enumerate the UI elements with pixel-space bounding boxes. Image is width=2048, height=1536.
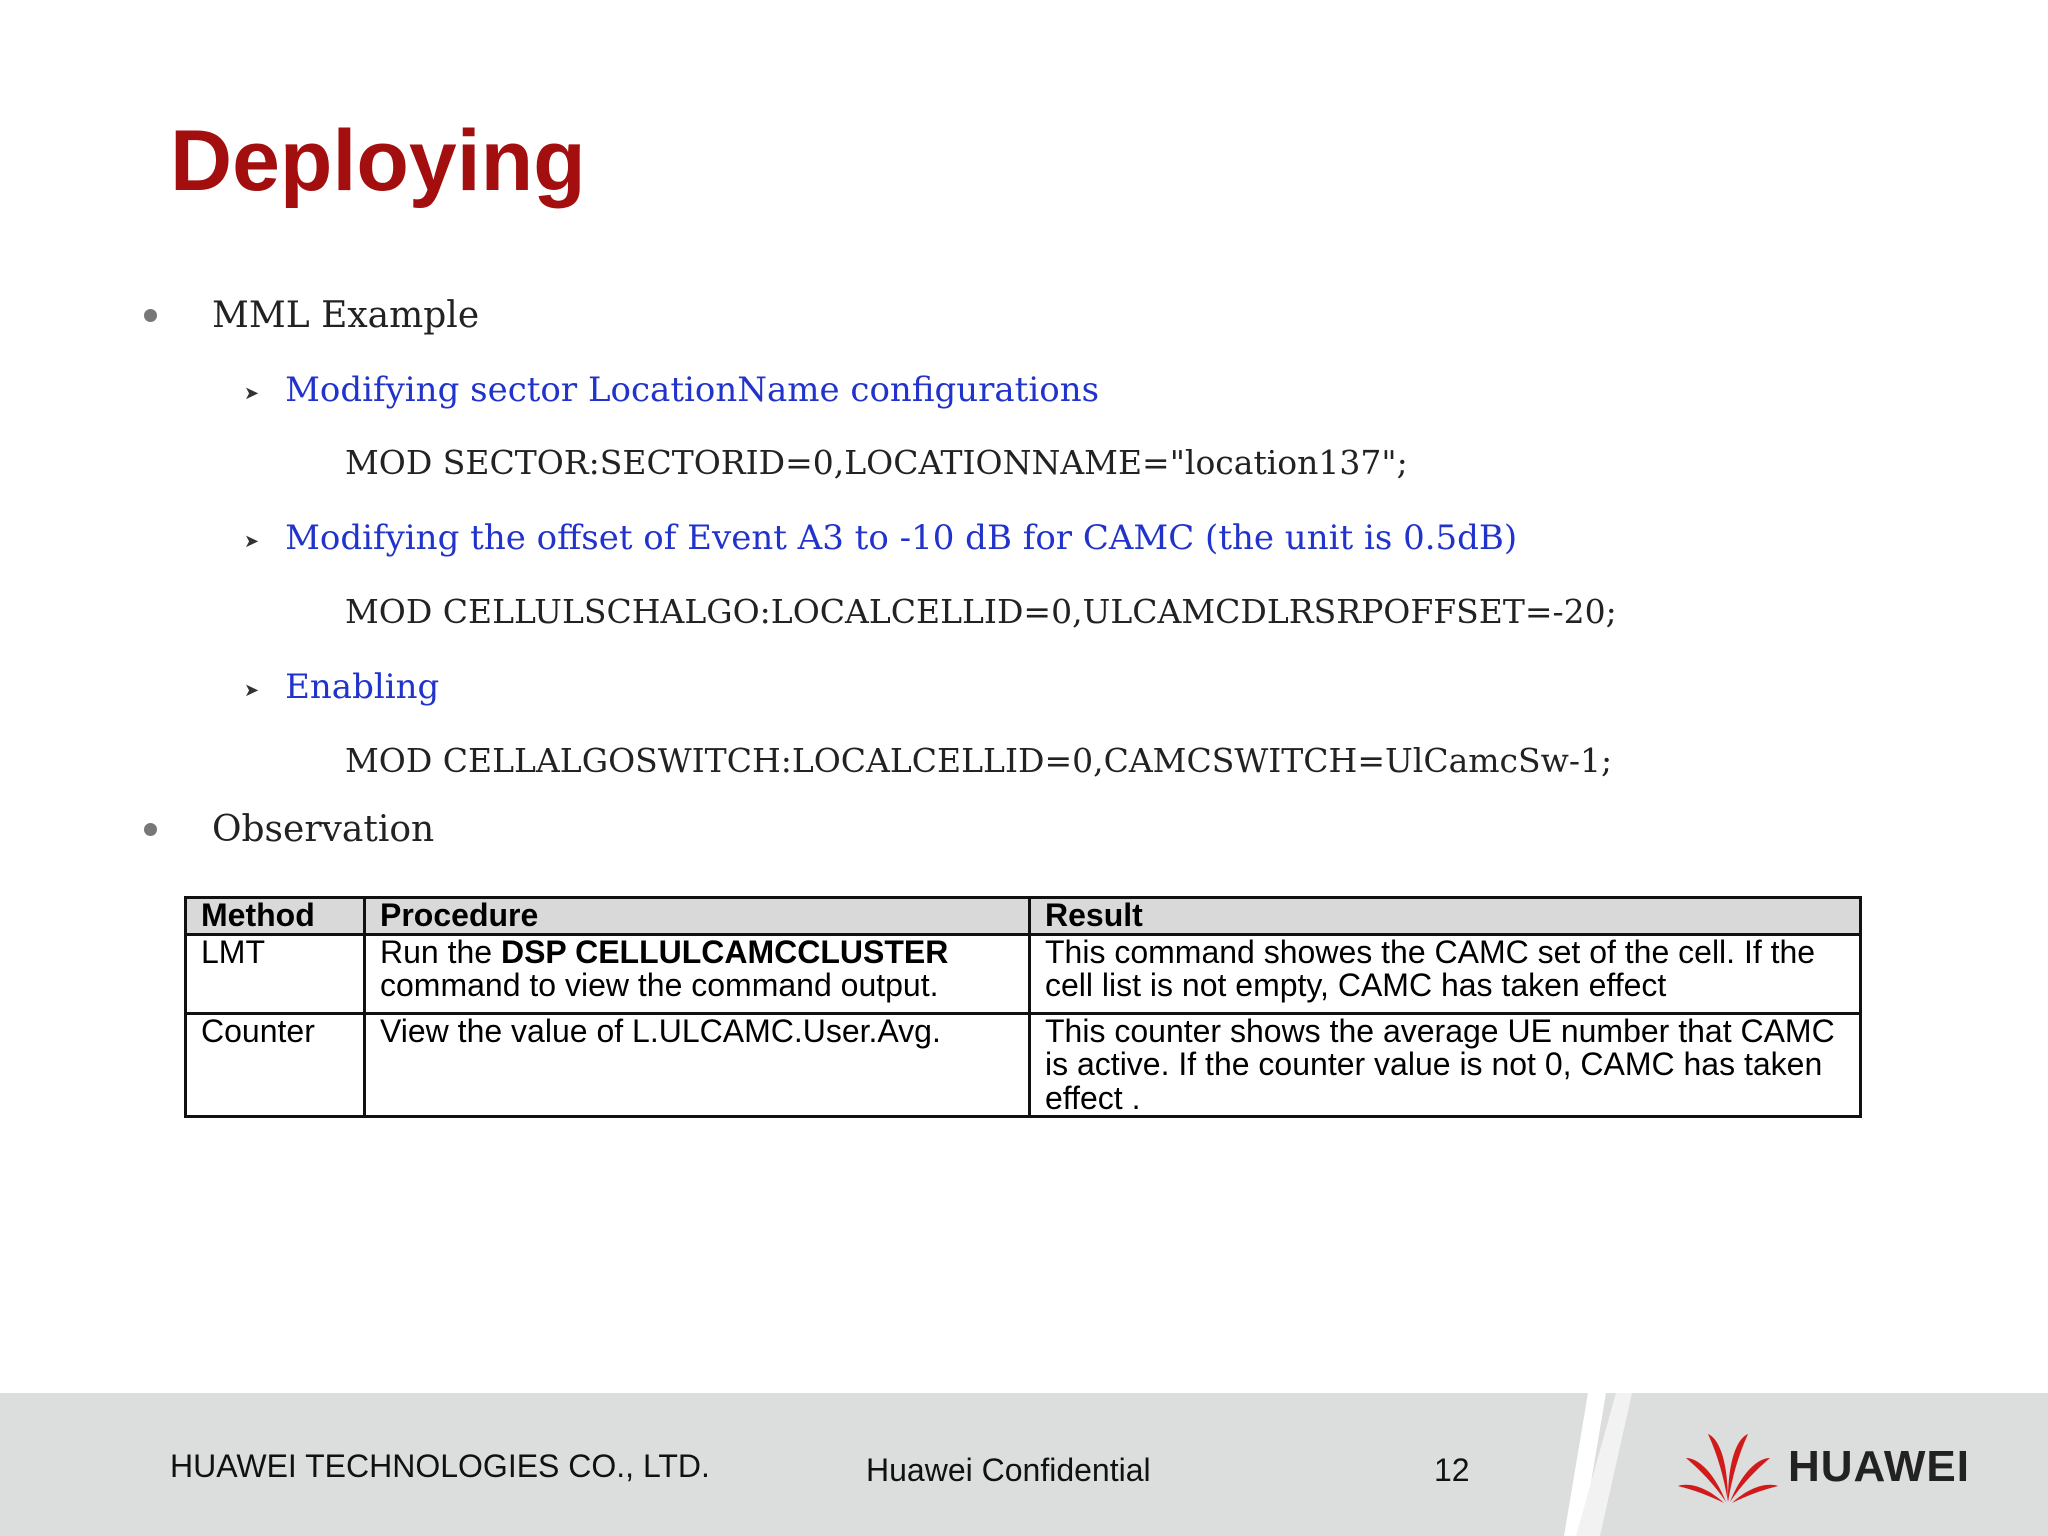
observation-table <box>184 896 1862 1118</box>
mml-item-2-command: MOD CELLULSCHALGO:LOCALCELLID=0,ULCAMCDLRSRPOFFSET=-20; <box>345 592 1617 631</box>
cell-result: This counter shows the average UE number that CAMC is active. If the counter value is not 0, CAMC has taken effect . <box>1030 1013 1861 1117</box>
mml-item-1-command: MOD SECTOR:SECTORID=0,LOCATIONNAME="location137"; <box>345 443 1408 482</box>
header-result: Result <box>1030 898 1861 935</box>
bullet-label: Observation <box>212 809 435 850</box>
table-row <box>186 1013 1861 1117</box>
logo-text: HUAWEI <box>1788 1442 1970 1491</box>
huawei-petal-icon <box>1678 1428 1778 1506</box>
arrow-bullet-icon: ➤ <box>244 679 260 701</box>
header-procedure: Procedure <box>365 898 1030 935</box>
procedure-suffix: command to view the command output. <box>380 967 939 1004</box>
procedure-prefix: Run the <box>380 933 501 970</box>
footer-confidential: Huawei Confidential <box>866 1452 1151 1488</box>
bullet-label: MML Example <box>212 295 480 336</box>
bullet-mml-example <box>140 295 479 336</box>
mml-item-3-heading <box>244 667 439 707</box>
huawei-logo <box>1678 1428 1970 1506</box>
arrow-bullet-icon: ➤ <box>244 382 260 404</box>
slide-title: Deploying <box>170 113 586 209</box>
bullet-dot-icon <box>144 309 157 322</box>
bullet-dot-icon <box>144 823 157 836</box>
procedure-command: DSP CELLULCAMCCLUSTER <box>500 933 949 970</box>
mml-item-3-command: MOD CELLALGOSWITCH:LOCALCELLID=0,CAMCSWITCH=UlCamcSw-1; <box>345 741 1613 780</box>
footer-company: HUAWEI TECHNOLOGIES CO., LTD. <box>170 1448 710 1484</box>
page-number: 12 <box>1434 1452 1470 1488</box>
mml-item-1-heading <box>244 370 1099 410</box>
mml-heading: Modifying the offset of Event A3 to -10 dB for CAMC (the unit is 0.5dB) <box>285 518 1518 558</box>
mml-item-2-heading <box>244 518 1517 558</box>
table-header-row <box>186 898 1861 935</box>
cell-method: Counter <box>186 1013 365 1117</box>
cell-method: LMT <box>186 934 365 1013</box>
cell-procedure: View the value of L.ULCAMC.User.Avg. <box>365 1013 1030 1117</box>
cell-result: This command showes the CAMC set of the cell. If the cell list is not empty, CAMC has taken effect <box>1030 934 1861 1013</box>
mml-heading: Enabling <box>285 667 440 707</box>
mml-heading: Modifying sector LocationName configurations <box>285 370 1100 410</box>
header-method: Method <box>186 898 365 935</box>
arrow-bullet-icon: ➤ <box>244 530 260 552</box>
table-row <box>186 934 1861 1013</box>
bullet-observation <box>140 809 434 850</box>
cell-procedure <box>365 934 1030 1013</box>
